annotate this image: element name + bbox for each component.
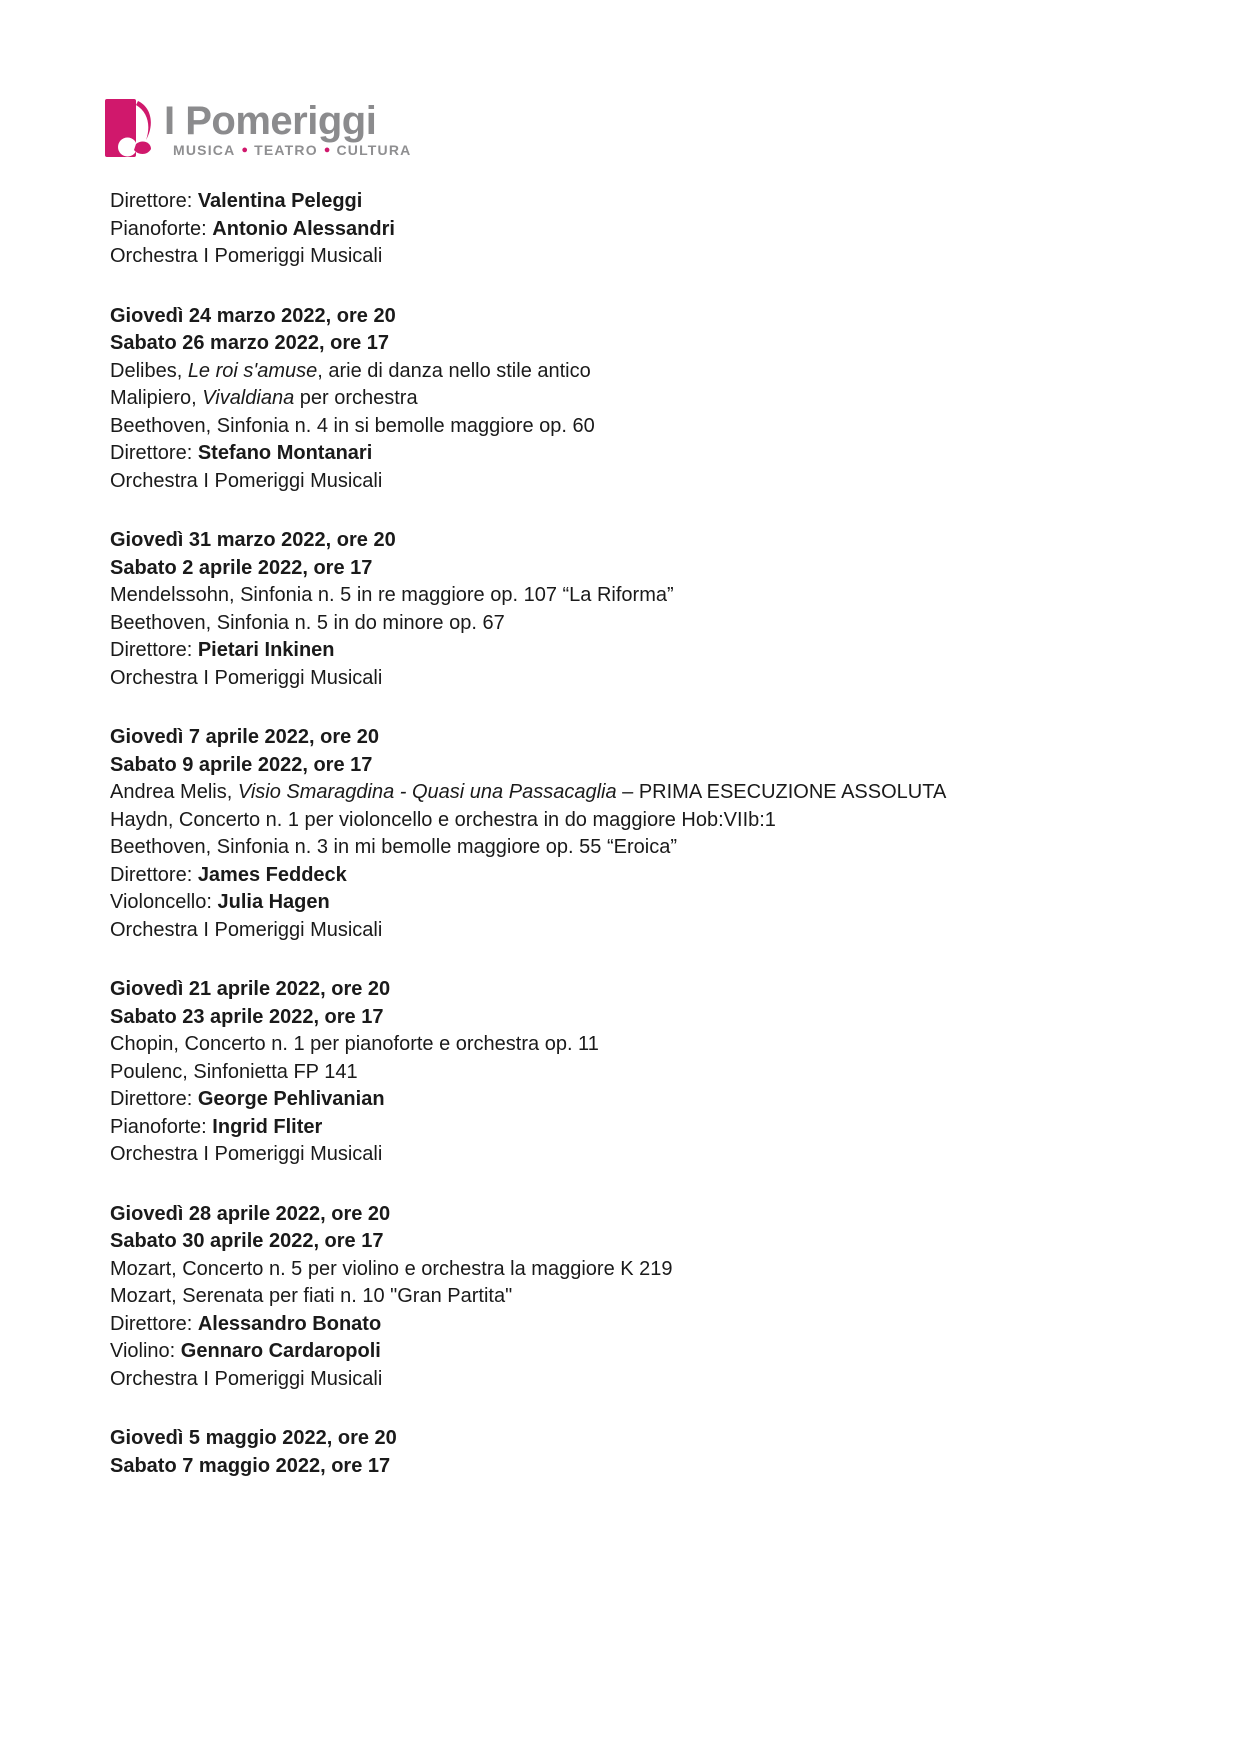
section-intro-credits <box>110 188 1170 271</box>
text-segment: Pianoforte: <box>110 217 213 240</box>
event-date-line <box>110 1425 1170 1453</box>
orchestra-line <box>110 665 1170 693</box>
credit-line <box>110 1086 1170 1114</box>
text-segment: Sabato 26 marzo 2022, ore 17 <box>110 332 390 354</box>
text-segment: per orchestra <box>294 387 418 409</box>
event-date-line <box>110 976 1170 1004</box>
orchestra-line <box>110 917 1170 945</box>
credit-line <box>110 862 1170 890</box>
text-segment: Direttore: <box>110 863 198 886</box>
event-date-line <box>110 1228 1170 1256</box>
text-segment: Mendelssohn, Sinfonia n. 5 in re maggiore op. 107 “La Riforma” <box>110 584 674 606</box>
text-segment: Beethoven, Sinfonia n. 3 in mi bemolle maggiore op. 55 “Eroica” <box>110 836 677 858</box>
text-segment: Giovedì 7 aprile 2022, ore 20 <box>110 726 380 748</box>
tagline-word-cultura: CULTURA <box>336 142 412 158</box>
event-date-line <box>110 555 1170 583</box>
text-segment: Ingrid Fliter <box>212 1115 323 1138</box>
tagline-separator-dot: ● <box>323 143 331 156</box>
program-item-line <box>110 413 1170 441</box>
text-segment: Sabato 30 aprile 2022, ore 17 <box>110 1230 384 1252</box>
program-item-line <box>110 1256 1170 1284</box>
event-date-line <box>110 303 1170 331</box>
text-segment: Orchestra I Pomeriggi Musicali <box>110 666 383 689</box>
logo-tagline <box>173 142 411 158</box>
event-date-line <box>110 724 1170 752</box>
text-segment: Orchestra I Pomeriggi Musicali <box>110 918 383 941</box>
section-event-24-26-marzo <box>110 303 1170 496</box>
program-item-line <box>110 1031 1170 1059</box>
text-segment: Orchestra I Pomeriggi Musicali <box>110 1367 383 1390</box>
program-text <box>110 188 1170 1512</box>
text-segment: Andrea Melis, <box>110 781 238 803</box>
credit-line <box>110 1338 1170 1366</box>
program-item-line <box>110 582 1170 610</box>
program-item-line <box>110 779 1170 807</box>
program-item-line <box>110 807 1170 835</box>
section-event-5-7-maggio <box>110 1425 1170 1480</box>
text-segment: Direttore: <box>110 1088 198 1110</box>
text-segment: – PRIMA ESECUZIONE ASSOLUTA <box>616 781 947 803</box>
music-note-logo-icon <box>105 99 155 157</box>
event-date-line <box>110 527 1170 555</box>
text-segment: Gennaro Cardaropoli <box>180 1340 381 1362</box>
credit-line <box>110 1114 1170 1142</box>
orchestra-line <box>110 1366 1170 1394</box>
text-segment: Violino: <box>110 1340 181 1362</box>
section-event-31-marzo-2-aprile <box>110 527 1170 692</box>
credit-line <box>110 188 1170 216</box>
credit-line <box>110 440 1170 468</box>
text-segment: Mozart, Serenata per fiati n. 10 "Gran Partita" <box>110 1285 513 1307</box>
text-segment: Julia Hagen <box>217 891 330 913</box>
text-segment: Vivaldiana <box>202 387 295 409</box>
program-item-line <box>110 358 1170 386</box>
text-segment: Giovedì 5 maggio 2022, ore 20 <box>110 1427 397 1449</box>
text-segment: Chopin, Concerto n. 1 per pianoforte e orchestra op. 11 <box>110 1033 599 1055</box>
credit-line <box>110 889 1170 917</box>
text-segment: Pietari Inkinen <box>197 639 335 661</box>
text-segment: Mozart, Concerto n. 5 per violino e orchestra la maggiore K 219 <box>110 1257 673 1280</box>
credit-line <box>110 1311 1170 1339</box>
program-item-line <box>110 834 1170 862</box>
event-date-line <box>110 1004 1170 1032</box>
credit-line <box>110 216 1170 244</box>
text-segment: Stefano Montanari <box>197 442 373 464</box>
logo-text <box>164 99 411 158</box>
text-segment: Poulenc, Sinfonietta FP 141 <box>110 1060 358 1083</box>
text-segment: Sabato 2 aprile 2022, ore 17 <box>110 556 373 579</box>
text-segment: Beethoven, Sinfonia n. 4 in si bemolle maggiore op. 60 <box>110 414 595 437</box>
section-event-7-9-aprile <box>110 724 1170 944</box>
text-segment: Alessandro Bonato <box>197 1312 382 1335</box>
text-segment: Orchestra I Pomeriggi Musicali <box>110 469 383 492</box>
text-segment: Violoncello: <box>110 891 218 913</box>
text-segment: Delibes, <box>110 359 188 382</box>
logo-title: I Pomeriggi <box>164 99 377 143</box>
text-segment: Beethoven, Sinfonia n. 5 in do minore op. 67 <box>110 611 505 634</box>
text-segment: Direttore: <box>110 190 198 212</box>
program-item-line <box>110 1283 1170 1311</box>
orchestra-line <box>110 243 1170 271</box>
orchestra-line <box>110 1141 1170 1169</box>
text-segment: Antonio Alessandri <box>212 217 395 240</box>
text-segment: Pianoforte: <box>110 1115 213 1138</box>
program-item-line <box>110 1059 1170 1087</box>
text-segment: Haydn, Concerto n. 1 per violoncello e orchestra in do maggiore Hob:VIIb:1 <box>110 808 776 831</box>
text-segment: , arie di danza nello stile antico <box>317 359 591 382</box>
text-segment: Direttore: <box>110 1312 198 1335</box>
text-segment: Orchestra I Pomeriggi Musicali <box>110 1143 383 1165</box>
event-date-line <box>110 1201 1170 1229</box>
text-segment: Giovedì 21 aprile 2022, ore 20 <box>110 978 391 1000</box>
credit-line <box>110 637 1170 665</box>
orchestra-line <box>110 468 1170 496</box>
text-segment: Valentina Peleggi <box>197 190 363 212</box>
text-segment: Direttore: <box>110 639 198 661</box>
program-item-line <box>110 385 1170 413</box>
text-segment: George Pehlivanian <box>197 1088 385 1110</box>
section-event-28-30-aprile <box>110 1201 1170 1394</box>
text-segment: Giovedì 28 aprile 2022, ore 20 <box>110 1202 391 1225</box>
text-segment: Sabato 7 maggio 2022, ore 17 <box>110 1454 391 1477</box>
text-segment: Visio Smaragdina - Quasi una Passacaglia <box>237 781 617 803</box>
event-date-line <box>110 1453 1170 1481</box>
text-segment: Sabato 23 aprile 2022, ore 17 <box>110 1005 384 1028</box>
text-segment: Giovedì 24 marzo 2022, ore 20 <box>110 304 396 327</box>
text-segment: Giovedì 31 marzo 2022, ore 20 <box>110 529 396 551</box>
text-segment: Le roi s'amuse <box>187 359 318 382</box>
tagline-separator-dot: ● <box>241 143 249 156</box>
tagline-word-musica: MUSICA <box>173 142 236 158</box>
section-event-21-23-aprile <box>110 976 1170 1169</box>
text-segment: Direttore: <box>110 442 198 464</box>
event-date-line <box>110 752 1170 780</box>
tagline-word-teatro: TEATRO <box>254 142 318 158</box>
text-segment: Orchestra I Pomeriggi Musicali <box>110 245 383 267</box>
program-item-line <box>110 610 1170 638</box>
text-segment: James Feddeck <box>197 863 347 886</box>
event-date-line <box>110 330 1170 358</box>
text-segment: Sabato 9 aprile 2022, ore 17 <box>110 753 373 776</box>
logo <box>105 99 411 158</box>
text-segment: Malipiero, <box>110 387 203 409</box>
